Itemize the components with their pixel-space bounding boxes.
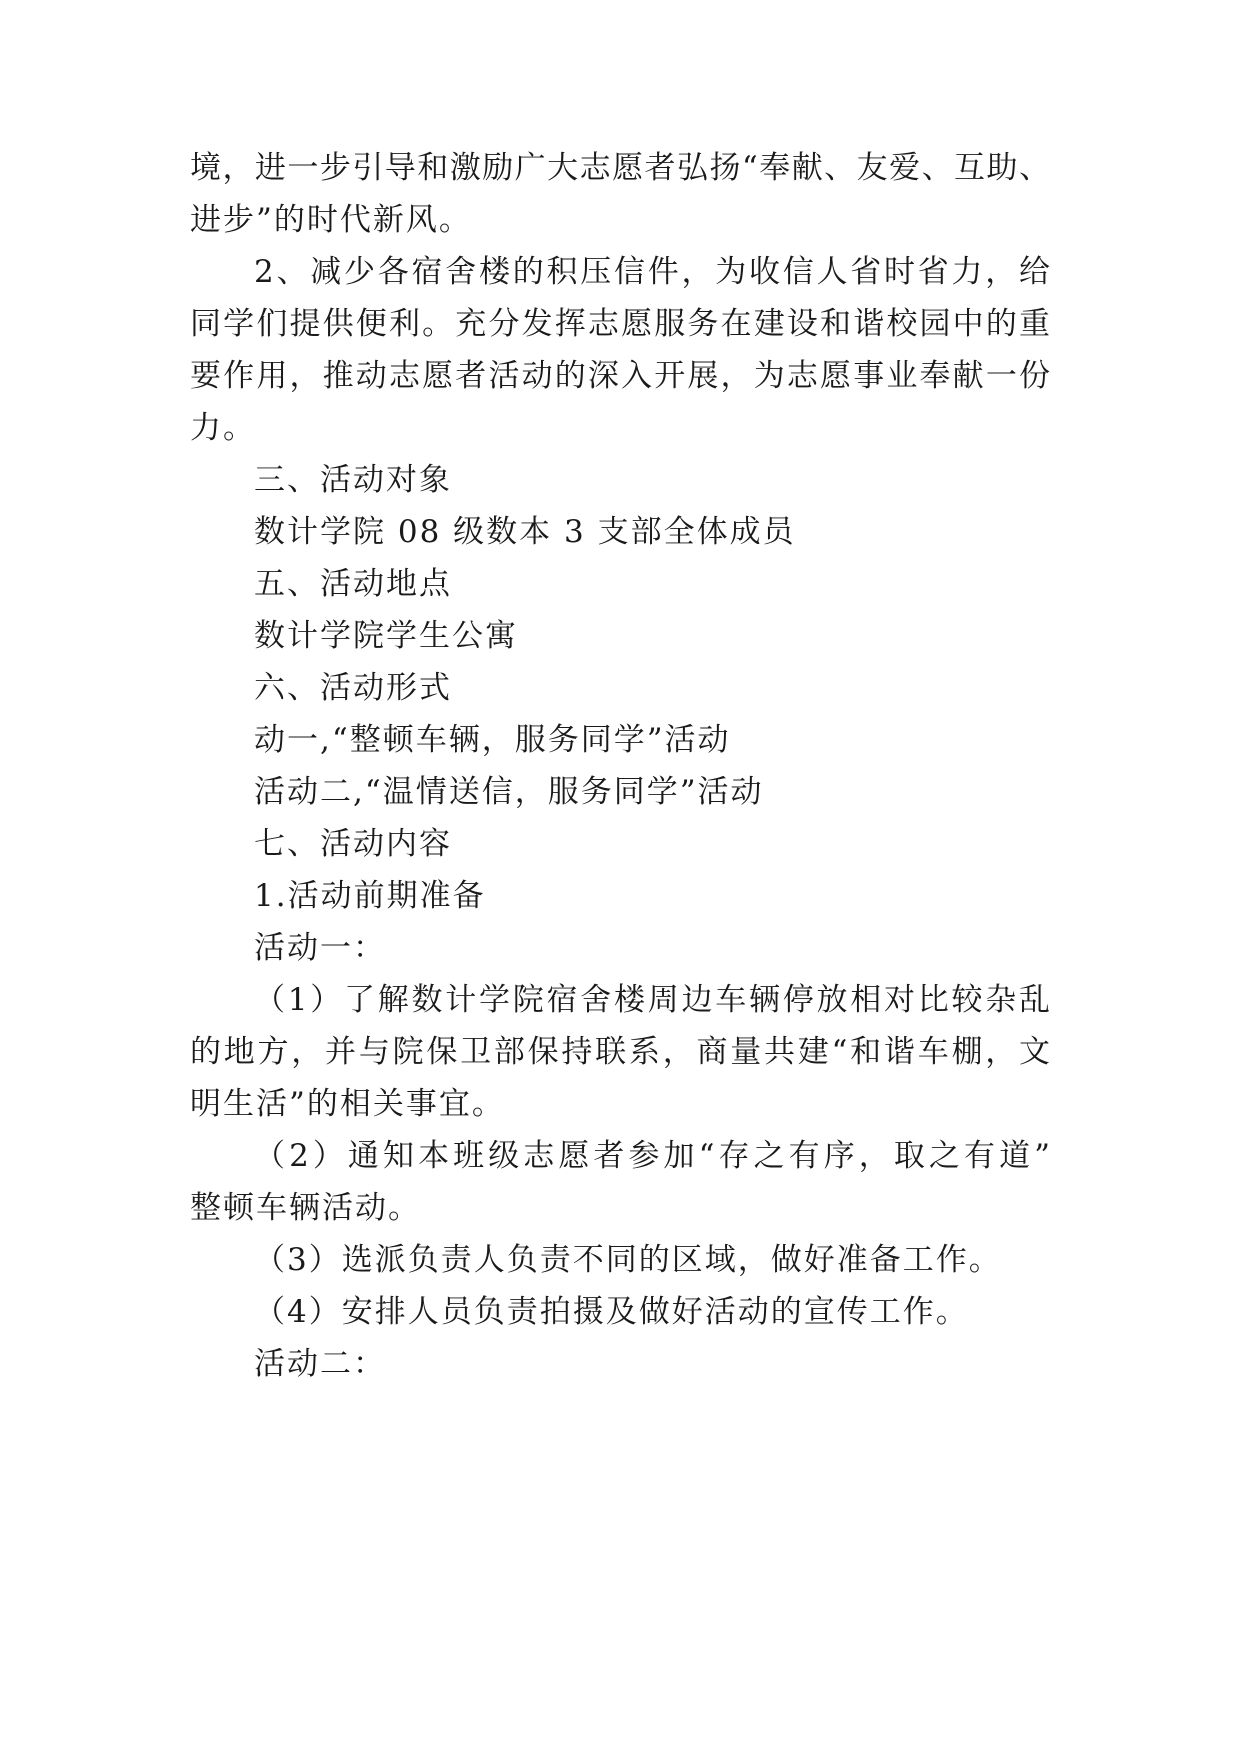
paragraph-line: 同学们提供便利。充分发挥志愿服务在建设和谐校园中的重 (190, 306, 1050, 342)
list-item: 活动二,“温情送信，服务同学”活动 (254, 774, 764, 810)
activity-label: 活动二： (254, 1346, 386, 1382)
paragraph-line: 整顿车辆活动。 (190, 1190, 421, 1226)
section-heading: 五、活动地点 (254, 566, 452, 602)
paragraph-line: （3）选派负责人负责不同的区域，做好准备工作。 (254, 1242, 1002, 1278)
subsection-heading: 1.活动前期准备 (254, 878, 486, 914)
paragraph-line: 力。 (190, 410, 256, 446)
list-item: 动一,“整顿车辆，服务同学”活动 (254, 722, 731, 758)
activity-label: 活动一： (254, 930, 386, 966)
paragraph-line: 要作用，推动志愿者活动的深入开展，为志愿事业奉献一份 (190, 358, 1050, 394)
paragraph-line: 2、减少各宿舍楼的积压信件，为收信人省时省力，给 (254, 254, 1050, 290)
paragraph-line: 进步”的时代新风。 (190, 202, 472, 238)
section-body: 数计学院学生公寓 (254, 618, 518, 654)
section-heading: 七、活动内容 (254, 826, 452, 862)
paragraph-line: （1）了解数计学院宿舍楼周边车辆停放相对比较杂乱 (254, 982, 1050, 1018)
paragraph-line: 明生活”的相关事宜。 (190, 1086, 505, 1122)
paragraph-line: （4）安排人员负责拍摄及做好活动的宣传工作。 (254, 1294, 969, 1330)
section-heading: 六、活动形式 (254, 670, 452, 706)
section-body: 数计学院 08 级数本 3 支部全体成员 (254, 514, 796, 550)
paragraph-line: 境，进一步引导和激励广大志愿者弘扬“奉献、友爱、互助、 (190, 150, 1050, 186)
section-heading: 三、活动对象 (254, 462, 452, 498)
paragraph-line: 的地方，并与院保卫部保持联系，商量共建“和谐车棚，文 (190, 1034, 1050, 1070)
paragraph-line: （2）通知本班级志愿者参加“存之有序，取之有道” (254, 1138, 1050, 1174)
